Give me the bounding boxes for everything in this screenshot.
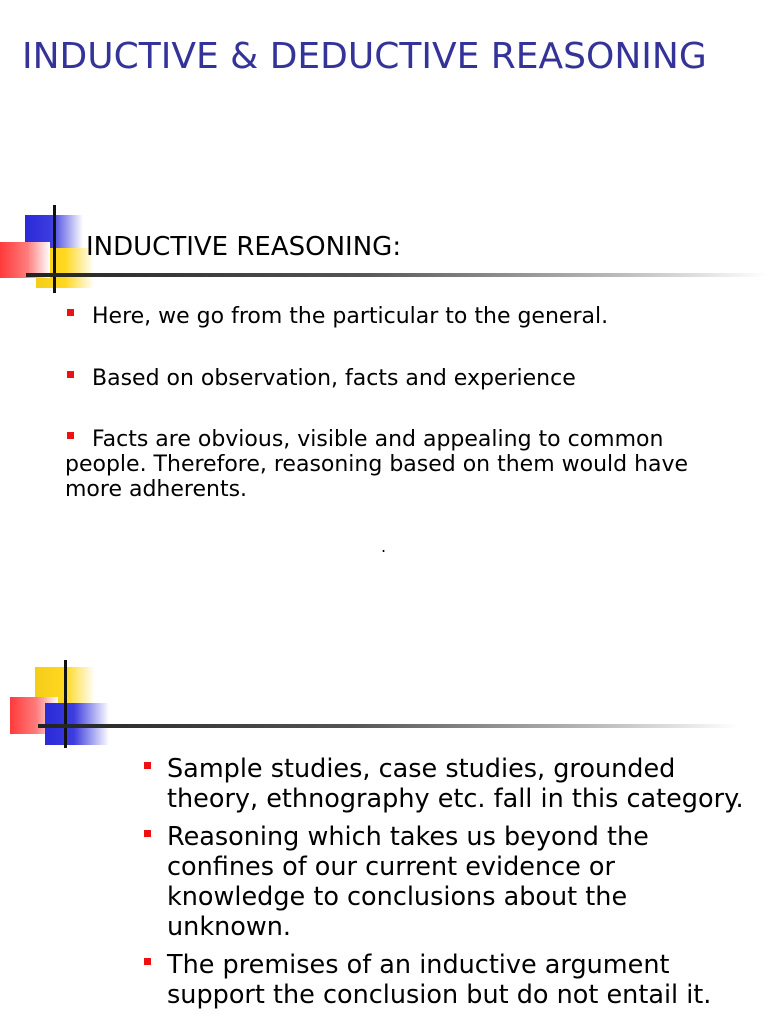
bullet-text: Reasoning which takes us beyond the confines of our current evidence or knowledge to conclusions about the unknown. — [167, 822, 649, 942]
bullet-text: Here, we go from the particular to the general. — [92, 304, 609, 329]
horizontal-rule — [26, 273, 766, 277]
bullet-square-icon — [67, 309, 74, 316]
bullet-square-icon — [67, 432, 74, 439]
list-item — [142, 822, 747, 942]
list-item — [65, 366, 745, 391]
vertical-rule — [53, 205, 56, 293]
bullet-square-icon — [144, 830, 151, 837]
list-item — [65, 427, 745, 502]
list-item — [142, 754, 747, 814]
corner-decoration-bottom — [0, 640, 768, 760]
bullet-text: The premises of an inductive argument support the conclusion but do not entail it. — [167, 950, 712, 1010]
list-item — [142, 950, 747, 1010]
horizontal-rule — [38, 724, 738, 728]
bullet-text: Based on observation, facts and experience — [92, 366, 576, 391]
bullet-text: Facts are obvious, visible and appealing to common people. Therefore, reasoning based on them would have more adherents. — [65, 427, 689, 502]
section-heading: INDUCTIVE REASONING: — [86, 232, 402, 262]
trailing-dot: . — [381, 537, 387, 556]
bullet-square-icon — [67, 371, 74, 378]
bullet-square-icon — [144, 958, 151, 965]
bullet-list-details — [142, 754, 747, 1018]
vertical-rule — [64, 660, 67, 748]
page-title: INDUCTIVE & DEDUCTIVE REASONING — [22, 36, 707, 77]
bullet-list-inductive — [65, 304, 745, 539]
bullet-square-icon — [144, 762, 151, 769]
list-item — [65, 304, 745, 329]
bullet-text: Sample studies, case studies, grounded theory, ethnography etc. fall in this category. — [167, 754, 744, 814]
